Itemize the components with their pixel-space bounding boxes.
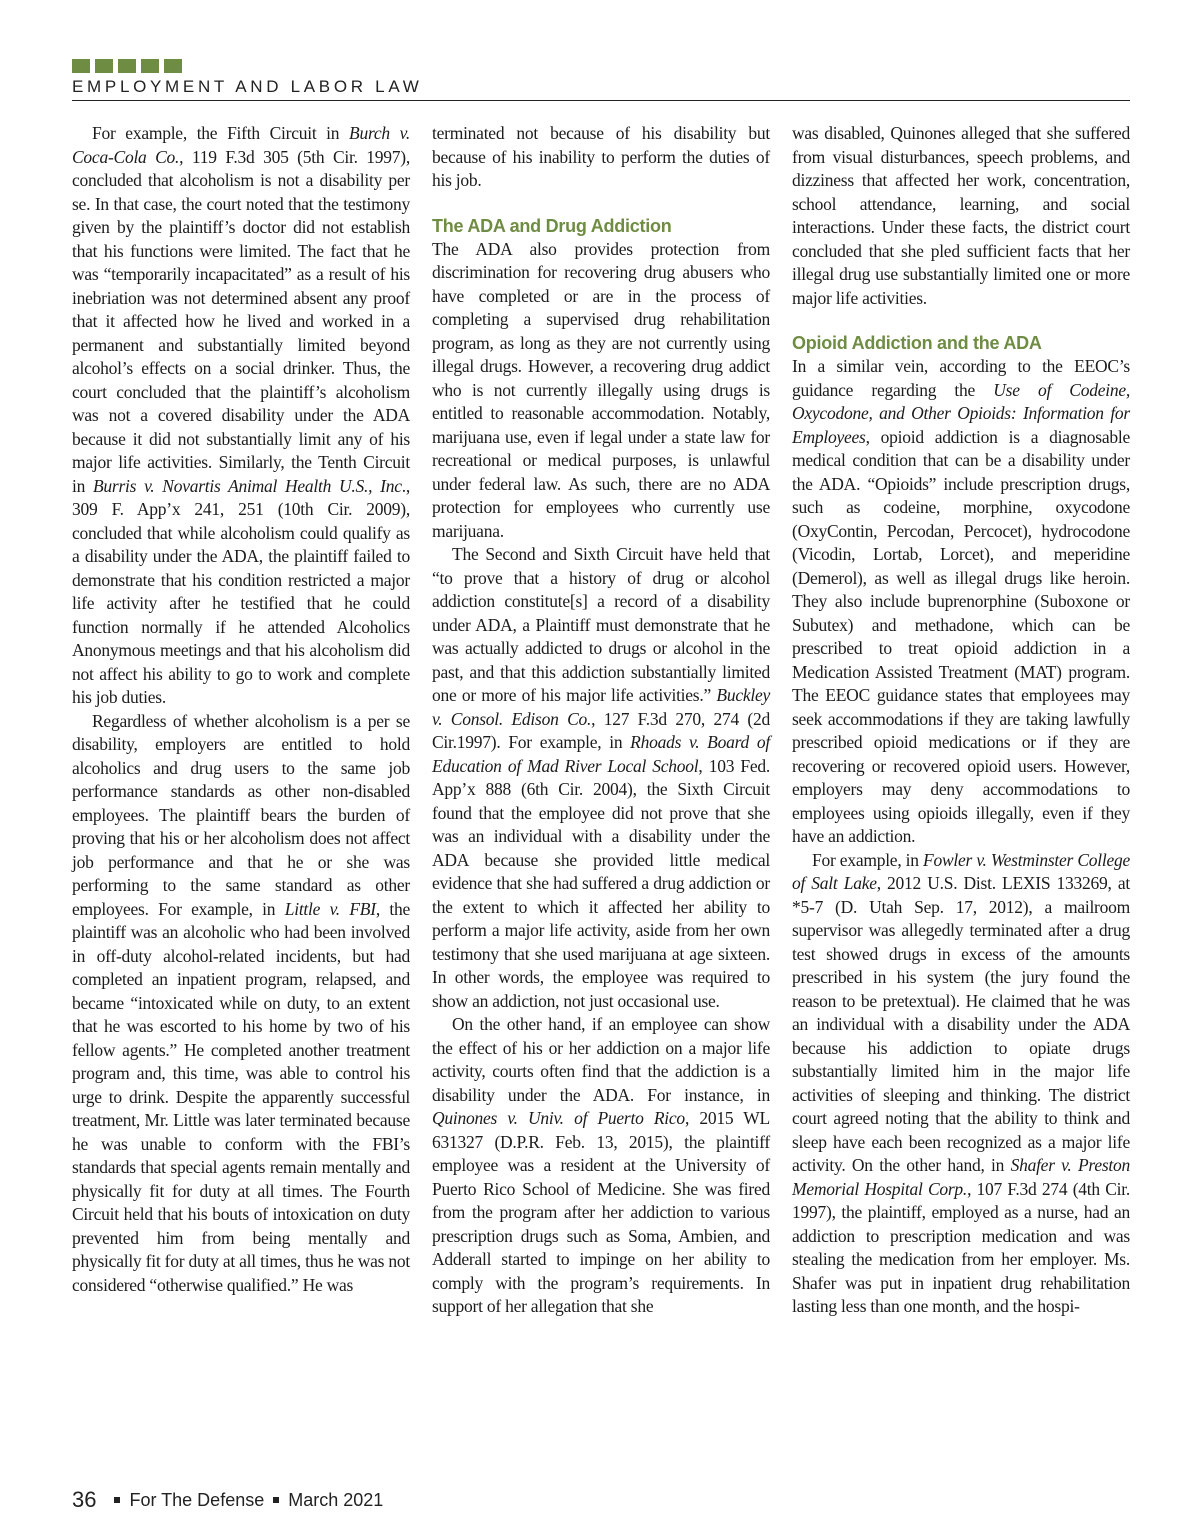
article-column-2	[432, 122, 770, 1319]
subheading-opioid-addiction: Opioid Addiction and the ADA	[792, 333, 1042, 353]
case-citation: Quinones v. Univ. of Puerto Rico	[432, 1108, 685, 1128]
issue-date: March 2021	[288, 1489, 384, 1510]
accent-square	[118, 59, 136, 73]
subheading-drug-addiction: The ADA and Drug Addiction	[432, 215, 672, 236]
case-citation: Fowler v. Westminster College of Salt Lake	[792, 849, 1130, 893]
header-rule	[72, 100, 1130, 101]
publication-name: For The Defense	[129, 1489, 265, 1510]
case-citation: Burris v. Novartis Animal Health U.S., Inc	[92, 475, 402, 496]
case-citation: Rhoads v. Board of Education of Mad River Local School	[432, 732, 770, 776]
bullet-separator	[114, 1497, 120, 1503]
article-column-1	[72, 122, 410, 1297]
accent-square	[164, 59, 182, 73]
bullet-separator	[273, 1497, 279, 1503]
paragraph: In a similar vein, according to the EEOC’s guidance regarding the Use of Codeine, Oxycodone, and Other Opioids: Information for Employees, opioid addiction is a diagnosable medical condition that can be a disability under the ADA. “Opioids” include prescription drugs, such as codeine, morphine, oxycodone (OxyContin, Percodan, Percocet), hydrocodone (Vicodin, Lortab, Lorcet), and meperidine (Demerol), as well as illegal drugs like heroin. They also include buprenorphine (Suboxone or Subutex) and methadone, which can be prescribed to treat opioid addiction in a Medication Assisted Treatment (MAT) program. The EEOC guidance states that employees may seek accommodations if they are taking lawfully prescribed opioid medications or if they are recovering or recovered opioid users. However, employers may deny accommodations to employees using opioids illegally, even if they have an addiction.	[792, 356, 1130, 846]
paragraph: was disabled, Quinones alleged that she suffered from visual disturbances, speech problems, and dizziness that affected her work, concentration, school attendance, learning, and social interactions. Under these facts, the district court concluded that she pled sufficient facts that her illegal drug use substantially limited one or more major life activities.	[792, 123, 1130, 308]
case-citation: Little v. FBI	[284, 898, 376, 919]
accent-square	[72, 59, 90, 73]
section-title: EMPLOYMENT AND LABOR LAW	[72, 77, 423, 96]
case-citation: Use of Codeine, Oxycodone, and Other Opioids: Information for Employees	[792, 379, 1130, 447]
paragraph: The Second and Sixth Circuit have held that “to prove that a history of drug or alcohol addiction constitute[s] a record of a disability under ADA, a Plaintiff must demonstrate that he was actually addicted to drugs or alcohol in the past, and that this addiction substantially limited one or more of his major life activities.” Buckley v. Consol. Edison Co., 127 F.3d 270, 274 (2d Cir.1997). For example, in Rhoads v. Board of Education of Mad River Local School, 103 Fed. App’x 888 (6th Cir. 2004), the Sixth Circuit found that the employee did not prove that she was an individual with a disability under the ADA because she provided little medical evidence that she had suffered a drug addiction or the extent to which it affected her ability to perform a major life activity, aside from her own testimony that she used marijuana at age sixteen. In other words, the employee was required to show an addiction, not just occasional use.	[432, 544, 771, 1011]
accent-square	[95, 59, 113, 73]
header-accent-squares	[72, 59, 182, 73]
page-footer	[72, 1487, 383, 1513]
paragraph: For example, the Fifth Circuit in Burch v. Coca-Cola Co., 119 F.3d 305 (5th Cir. 1997), concluded that alcoholism is not a disability per se. In that case, the court noted that the testimony given by the plaintiff’s doctor did not establish that his functions were limited. The fact that he was “temporarily incapacitated” as a result of his inebriation was not determined absent any proof that it affected how he lived and worked in a permanent and substantially limited beyond alcohol’s effects on a social drinker. Thus, the court concluded that the plaintiff’s alcoholism was not a covered disability under the ADA because it did not substantially limit any of his major life activities. Similarly, the Tenth Circuit in Burris v. Novartis Animal Health U.S., Inc., 309 F. App’x 241, 251 (10th Cir. 2009), concluded that while alcoholism could qualify as a disability under the ADA, the plaintiff failed to demonstrate that his condition restricted a major life activity after he testified that he could function normally if he attended Alcoholics Anonymous meetings and that his alcoholism did not affect his ability to go to work and complete his job duties.	[72, 123, 410, 707]
paragraph: The ADA also provides protection from discrimination for recovering drug abusers who have completed or are in the process of completing a supervised drug rehabilitation program, as long as they are not currently using illegal drugs. However, a recovering drug addict who is not currently illegally using drugs is entitled to reasonable accommodation. Notably, marijuana use, even if legal under a state law for recreational or medical purposes, is unlawful under federal law. As such, there are no ADA protection for employees who currently use marijuana.	[432, 238, 770, 541]
case-citation: Shafer v. Preston Memorial Hospital Corp.	[792, 1155, 1131, 1199]
case-citation: Burch v. Coca-Cola Co.,	[72, 123, 410, 167]
article-column-3	[792, 122, 1130, 1319]
paragraph: terminated not because of his disability but because of his inability to perform the duties of his job.	[432, 123, 770, 190]
paragraph: On the other hand, if an employee can show the effect of his or her addiction on a major life activity, courts often find that the addiction is a disability under the ADA. For instance, in Quinones v. Univ. of Puerto Rico, 2015 WL 631327 (D.P.R. Feb. 13, 2015), the plaintiff employee was a resident at the University of Puerto Rico School of Medicine. She was fired from the program after her addiction to various prescription drugs such as Soma, Ambien, and Adderall started to impinge on her ability to comply with the program’s requirements. In support of her allegation that she	[432, 1014, 770, 1316]
case-citation: Buckley v. Consol. Edison Co.	[432, 685, 770, 729]
paragraph: For example, in Fowler v. Westminster College of Salt Lake, 2012 U.S. Dist. LEXIS 133269, at *5-7 (D. Utah Sep. 17, 2012), a mailroom supervisor was allegedly terminated after a drug test showed drugs in excess of the amounts prescribed in his system (the jury found the reason to be pretextual). He claimed that he was an individual with a disability under the ADA because his addiction to opiate drugs substantially limited him in the major life activities of sleeping and thinking. The district court agreed noting that the ability to think and sleep have each been recognized as a major life activity. On the other hand, in Shafer v. Preston Memorial Hospital Corp., 107 F.3d 274 (4th Cir. 1997), the plaintiff, employed as a nurse, had an addiction to prescription medication and was stealing the medication from her employer. Ms. Shafer was put in inpatient drug rehabilitation lasting less than one month, and the hospi-	[792, 849, 1131, 1316]
page-number: 36	[72, 1487, 97, 1512]
paragraph: Regardless of whether alcoholism is a per se disability, employers are entitled to hold alcoholics and drug users to the same job performance standards as other non-disabled employees. The plaintiff bears the burden of proving that his or her alcoholism does not affect job performance and that he or she was performing to the same standard as other employees. For example, in Little v. FBI, the plaintiff was an alcoholic who had been involved in off-duty alcohol-related incidents, but had completed an inpatient program, relapsed, and became “intoxicated while on duty, to an extent that he was escorted to his home by two of his fellow agents.” He completed another treatment program and, this time, was able to control his urge to drink. Despite the apparently successful treatment, Mr. Little was later terminated because he was unable to conform with the FBI’s standards that special agents remain mentally and physically fit for duty at all times. The Fourth Circuit held that his bouts of intoxication on duty prevented him from being mentally and physically fit for duty at all times, thus he was not considered “otherwise qualified.” He was	[72, 710, 410, 1295]
accent-square	[141, 59, 159, 73]
